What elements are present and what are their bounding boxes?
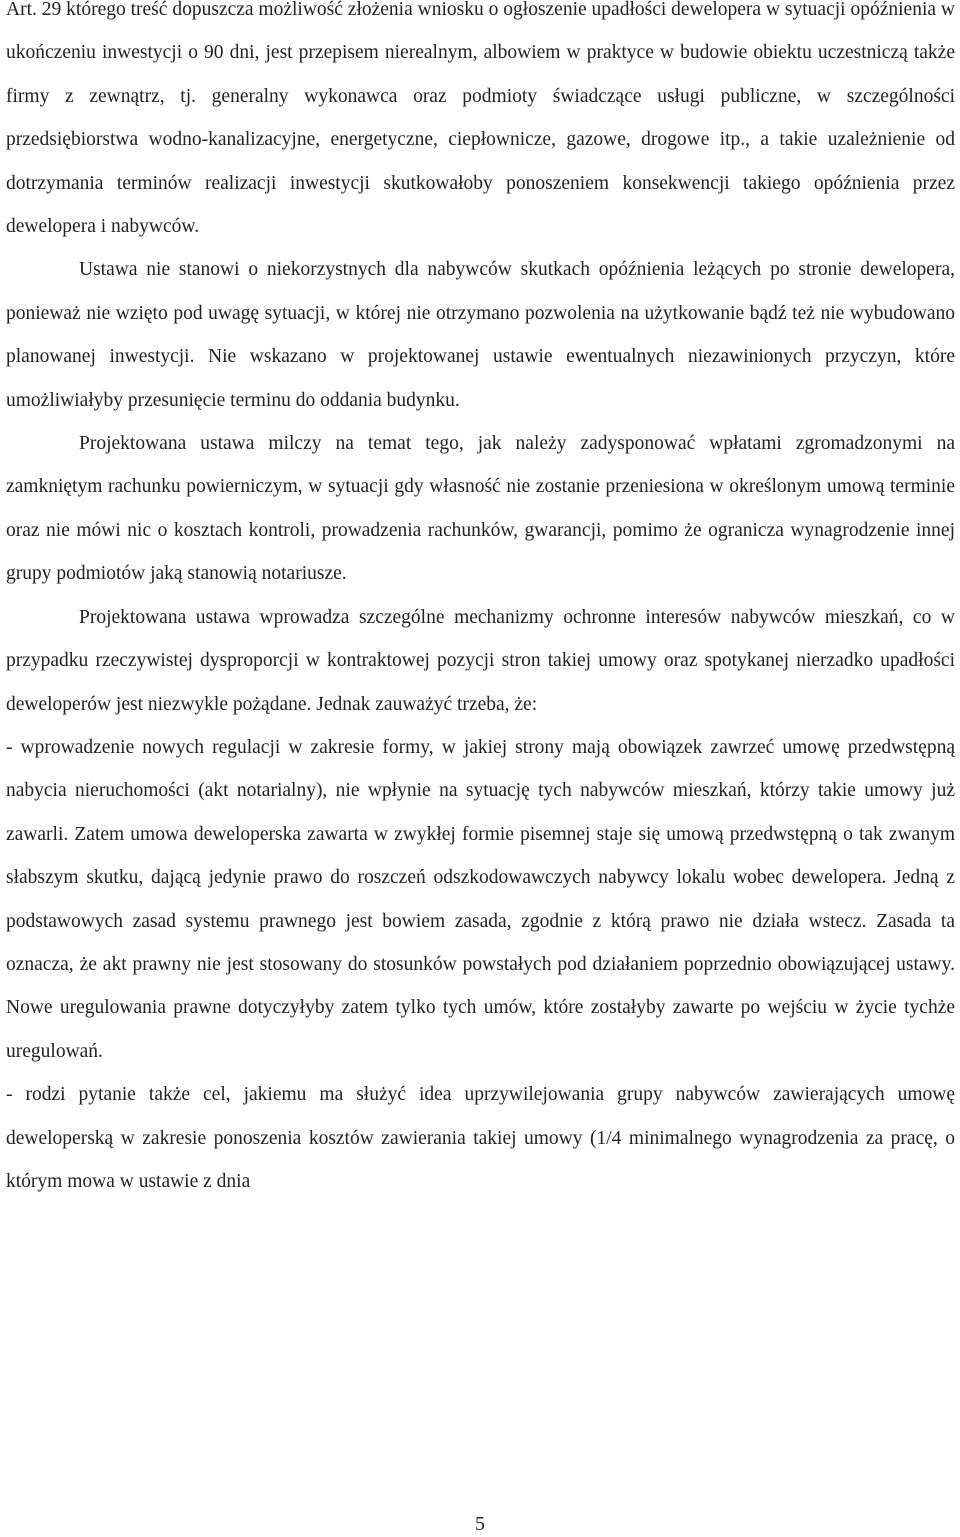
paragraph-projektowana-wprowadza: Projektowana ustawa wprowadza szczególne mechanizmy ochronne interesów nabywców mieszkań, co w przypadku rzeczywistej dysproporcji w kontraktowej pozycji stron takiej umowy oraz spotykanej nierzadko upadłości deweloperów jest niezwykle pożądane. Jednak zauważyć trzeba, że: (6, 606, 955, 715)
document-page (6, 0, 955, 1203)
paragraph-ustawa-nie-stanowi: Ustawa nie stanowi o niekorzystnych dla nabywców skutkach opóźnienia leżących po stronie dewelopera, ponieważ nie wzięto pod uwagę sytuacji, w której nie otrzymano pozwolenia na użytkowanie bądź też nie wybudowano planowanej inwestycji. Nie wskazano w projektowanej ustawie ewentualnych niezawinionych przyczyn, które umożliwiałyby przesunięcie terminu do oddania budynku. (6, 259, 955, 411)
paragraph-bullet-wprowadzenie: - wprowadzenie nowych regulacji w zakresie formy, w jakiej strony mają obowiązek zawrzeć umowę przedwstępną nabycia nieruchomości (akt notarialny), nie wpłynie na sytuację tych nabywców mieszkań, którzy takie umowy już zawarli. Zatem umowa deweloperska zawarta w zwykłej formie pisemnej staje się umową przedwstępną o tak zwanym słabszym skutku, dającą jedynie prawo do roszczeń odszkodowawczych nabywcy lokalu wobec dewelopera. Jedną z podstawowych zasad systemu prawnego jest bowiem zasada, zgodnie z którą prawo nie działa wstecz. Zasada ta oznacza, że akt prawny nie jest stosowany do stosunków powstałych pod działaniem poprzednio obowiązującej ustawy. Nowe uregulowania prawne dotyczyłyby zatem tylko tych umów, które zostałyby zawarte po wejściu w życie tychże uregulowań. (6, 736, 955, 1062)
paragraph-bullet-rodzi-pytanie: - rodzi pytanie także cel, jakiemu ma służyć idea uprzywilejowania grupy nabywców zawierających umowę deweloperską w zakresie ponoszenia kosztów zawierania takiej umowy (1/4 minimalnego wynagrodzenia za pracę, o którym mowa w ustawie z dnia (6, 1084, 955, 1192)
paragraph-art29: Art. 29 którego treść dopuszcza możliwość złożenia wniosku o ogłoszenie upadłości dewelopera w sytuacji opóźnienia w ukończeniu inwestycji o 90 dni, jest przepisem nierealnym, albowiem w praktyce w budowie obiektu uczestniczą także firmy z zewnątrz, tj. generalny wykonawca oraz podmioty świadczące usługi publiczne, w szczególności przedsiębiorstwa wodno-kanalizacyjne, energetyczne, ciepłownicze, gazowe, drogowe itp., a takie uzależnienie od dotrzymania terminów realizacji inwestycji skutkowałoby ponoszeniem konsekwencji takiego opóźnienia przez dewelopera i nabywców. (6, 0, 955, 238)
page-number: 5 (475, 1513, 485, 1535)
paragraph-projektowana-milczy: Projektowana ustawa milczy na temat tego, jak należy zadysponować wpłatami zgromadzonymi na zamkniętym rachunku powierniczym, w sytuacji gdy własność nie zostanie przeniesiona w określonym umową terminie oraz nie mówi nic o kosztach kontroli, prowadzenia rachunków, gwarancji, pomimo że ogranicza wynagrodzenie innej grupy podmiotów jaką stanowią notariusze. (6, 433, 955, 585)
